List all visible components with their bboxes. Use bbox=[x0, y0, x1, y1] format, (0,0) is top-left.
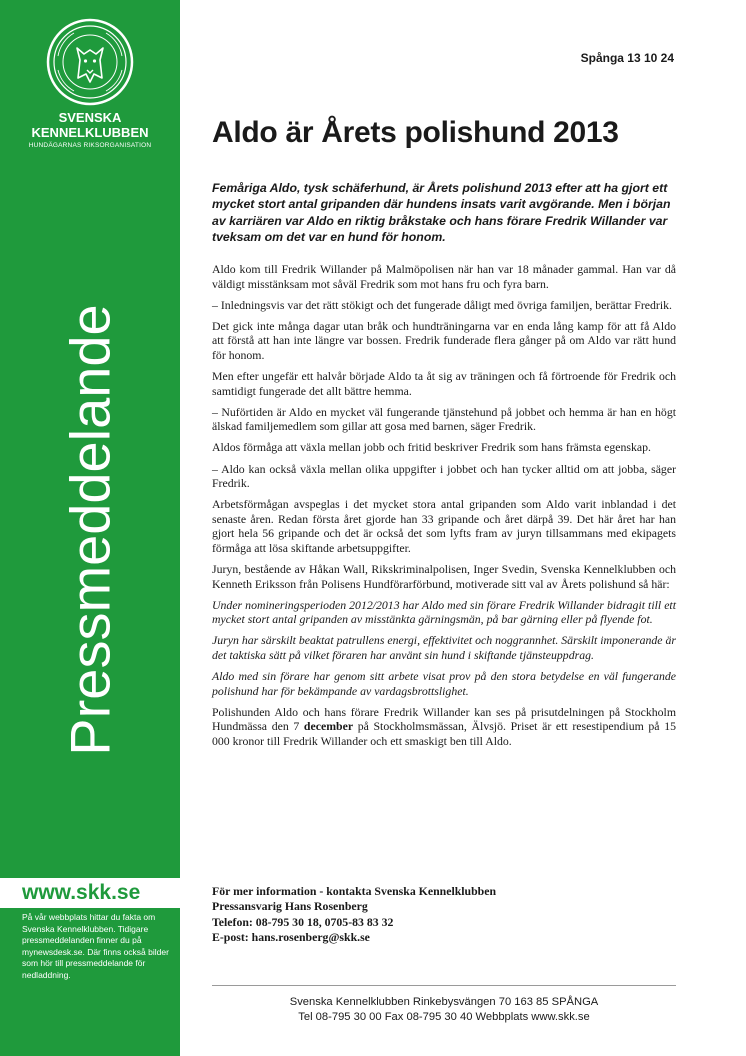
footer bbox=[212, 995, 676, 1025]
paragraph: Det gick inte många dagar utan bråk och hundträningarna var en enda lång kamp för att få Aldo att förstå att han inte längre var bossen. Fredrik funderade flera gånger på om Aldo var rätt hund för honom. bbox=[212, 318, 676, 362]
paragraph: Arbetsförmågan avspeglas i det mycket stora antal gripanden som Aldo varit inblandad i det senaste åren. Redan första året gjorde han 33 gripande och året därpå 39. Det här året har han gjort hela 56 gripande och det är också det som lyfts fram av juryn tillsammans med ekipagets förmåga att lösa skiftande arbetsuppgifter. bbox=[212, 497, 676, 555]
article-body bbox=[212, 262, 676, 755]
contact-email[interactable]: E-post: hans.rosenberg@skk.se bbox=[212, 930, 370, 945]
org-name-line2: KENNELKLUBBEN bbox=[31, 125, 149, 140]
paragraph: Men efter ungefär ett halvår började Aldo ta åt sig av träningen och få förtroende för Fredrik och samtidigt fungerade det allt bättre hemma. bbox=[212, 369, 676, 398]
headline: Aldo är Årets polishund 2013 bbox=[212, 116, 619, 149]
contact-person: Pressansvarig Hans Rosenberg bbox=[212, 899, 368, 914]
org-name bbox=[0, 110, 180, 140]
footer-divider bbox=[212, 985, 676, 986]
jury-quote: Aldo med sin förare har genom sitt arbete visat prov på den stora betydelse en väl fungerande polishund har för bekämpande av vardagsbrottslighet. bbox=[212, 669, 676, 698]
text-segment: Polishunden Aldo och hans förare Fredrik Willander kan ses på prisutdelningen på Stockholm Hundmässa den 7 bbox=[212, 704, 676, 734]
pressmeddelande-title: Pressmeddelande bbox=[58, 304, 122, 756]
lead-paragraph: Femåriga Aldo, tysk schäferhund, är Årets polishund 2013 efter att ha gjort ett mycket stort antal gripanden där hundens insats varit avgörande. Men i början av karriären var Aldo en riktig bråkstake och hans förare Fredrik Willander var tveksam om det var en hund för honom. bbox=[212, 181, 671, 244]
paragraph: – Aldo kan också växla mellan olika uppgifter i jobbet och han tycker alltid om att jobba, säger Fredrik. bbox=[212, 461, 676, 491]
jury-quote: Juryn har särskilt beaktat patrullens energi, effektivitet och noggrannhet. Särskilt imponerande är det taktiska sätt på vilket föraren har använt sin hund i skiftande tjänsteuppdrag. bbox=[212, 633, 676, 663]
contact-heading: För mer information - kontakta Svenska Kennelklubben bbox=[212, 884, 497, 898]
paragraph: – Inledningsvis var det rätt stökigt och det fungerade dåligt med övriga familjen, berättar Fredrik. bbox=[212, 297, 672, 312]
footer-address: Svenska Kennelklubben Rinkebysvängen 70 163 85 SPÅNGA bbox=[289, 996, 599, 1008]
footer-contact: Tel 08-795 30 00 Fax 08-795 30 40 Webbplats www.skk.se bbox=[298, 1011, 590, 1023]
bold-segment: december bbox=[303, 719, 354, 734]
org-logo bbox=[0, 16, 180, 149]
website-link[interactable]: www.skk.se bbox=[22, 881, 141, 904]
paragraph bbox=[212, 705, 676, 749]
contact-block bbox=[212, 884, 496, 946]
paragraph: – Nuförtiden är Aldo en mycket väl fungerande tjänstehund på jobbet och hemma är han en högt älskad familjemedlem som gillar att gosa med barnen, säger Fredrik. bbox=[212, 404, 676, 434]
paragraph: Aldos förmåga att växla mellan jobb och fritid beskriver Fredrik som hans främsta egenskap. bbox=[212, 440, 651, 455]
org-subtitle: HUNDÄGARNAS RIKSORGANISATION bbox=[28, 142, 152, 149]
sidebar-note: På vår webbplats hittar du fakta om Svenska Kennelklubben. Tidigare pressmeddelanden finner du på mynewsdesk.se. Där finns också bilder som hör till pressmeddelande för nedladdning. bbox=[22, 912, 169, 980]
text-segment: på Stockholmsmässan, Älvsjö. Priset är ett resestipendium på 15 000 kronor till Fredrik Willander och ett smaskigt ben till Aldo. bbox=[212, 719, 676, 749]
paragraph: Aldo kom till Fredrik Willander på Malmöpolisen när han var 18 månader gammal. Han var då väldigt misstänksam mot såväl Fredrik som mot hans fru och fyra barn. bbox=[212, 262, 676, 291]
paragraph: Juryn, bestående av Håkan Wall, Rikskriminalpolisen, Inger Svedin, Svenska Kennelklubben och Kenneth Eriksson från Polisens Hundförarförbund, motiverade sitt val av Årets polishund så här: bbox=[212, 562, 676, 591]
sidebar bbox=[0, 0, 180, 1056]
kennel-club-emblem-icon bbox=[44, 16, 136, 108]
org-name-line1: SVENSKA bbox=[58, 110, 122, 125]
jury-quote: Under nomineringsperioden 2012/2013 har Aldo med sin förare Fredrik Willander bidragit till ett mycket stort antal gripanden av misstänkta gärningsmän, på bar gärning eller på flyende fot. bbox=[212, 597, 676, 627]
dateline: Spånga 13 10 24 bbox=[580, 51, 674, 65]
contact-phone: Telefon: 08-795 30 18, 0705-83 83 32 bbox=[212, 914, 394, 929]
